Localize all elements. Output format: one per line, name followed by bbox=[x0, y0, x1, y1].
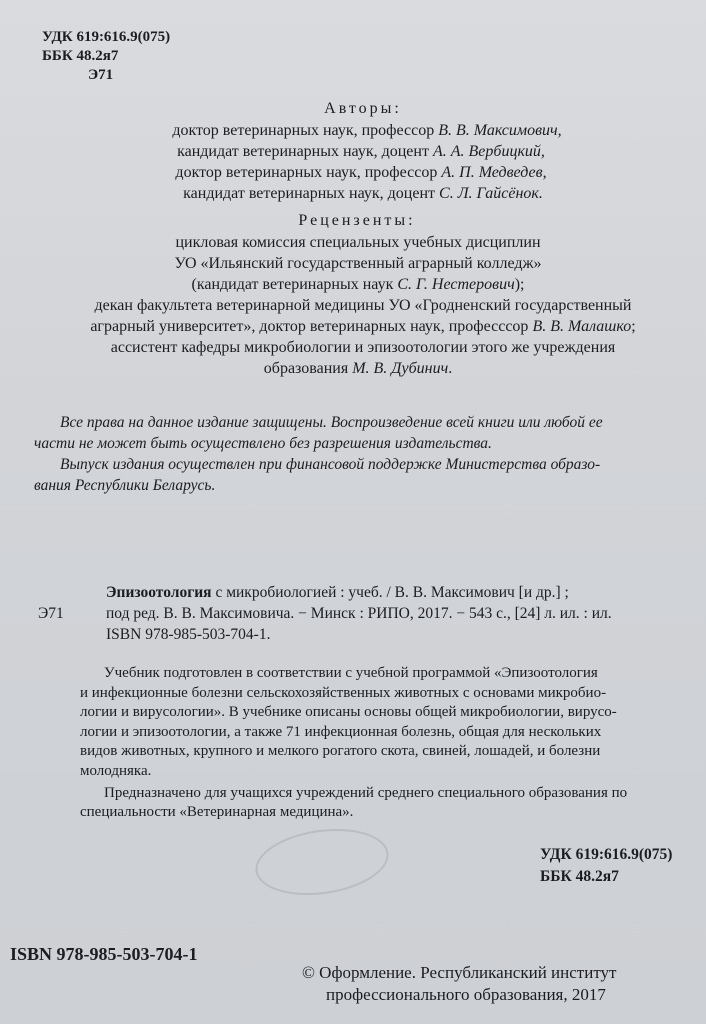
top-classification-codes bbox=[42, 28, 170, 85]
reviewer-line-1: цикловая комиссия специальных учебных дисциплин bbox=[175, 234, 541, 251]
udk-code: УДК 619:616.9(075) bbox=[42, 29, 171, 45]
bbk-code: ББК 48.2я7 bbox=[42, 48, 119, 64]
bibliography-line-3: ISBN 978-985-503-704-1. bbox=[106, 626, 271, 643]
bibliography-record bbox=[106, 582, 612, 645]
reviewer-line-4: декан факультета ветеринарной медицины УО «Гродненский государственный bbox=[94, 297, 632, 314]
authors-section bbox=[0, 98, 706, 204]
reviewer-line-5: аграрный университет», доктор ветеринарных наук, професссор В. В. Малашко; bbox=[90, 318, 636, 335]
bibliography-line-1: Эпизоотология с микробиологией : учеб. / В. В. Максимович [и др.] ; bbox=[106, 584, 569, 601]
rights-line-3: Выпуск издания осуществлен при финансовой поддержке Министерства образо- bbox=[60, 456, 601, 473]
annotation-p1-line-1: Учебник подготовлен в соответствии с учебной программой «Эпизоотология bbox=[104, 665, 598, 681]
author-line-1: доктор ветеринарных наук, профессор В. В. Максимович, bbox=[172, 122, 562, 139]
bibliography-code: Э71 bbox=[38, 605, 64, 622]
annotation-p1-line-5: видов животных, крупного и мелкого рогатого скота, свиней, лошадей, и болезни bbox=[80, 743, 601, 760]
reviewer-line-7: образования М. В. Дубинич. bbox=[263, 360, 453, 377]
annotation-p1-line-3: логии и вирусологии». В учебнике описаны основы общей микробиологии, вирусо- bbox=[80, 704, 617, 721]
rights-line-1: Все права на данное издание защищены. Воспроизведение всей книги или любой ее bbox=[60, 414, 603, 431]
isbn-footer: ISBN 978-985-503-704-1 bbox=[10, 944, 198, 964]
bottom-udk-code: УДК 619:616.9(075) bbox=[540, 846, 673, 863]
copyright-line-2: профессионального образования, 2017 bbox=[326, 985, 606, 1004]
author-mark: Э71 bbox=[88, 67, 114, 83]
annotation-p1-line-6: молодняка. bbox=[80, 762, 152, 779]
author-line-3: доктор ветеринарных наук, профессор А. П. Медведев, bbox=[175, 164, 547, 181]
annotation-p1-line-4: логии и эпизоотологии, а также 71 инфекционная болезнь, общая для нескольких bbox=[80, 723, 602, 740]
reviewers-section bbox=[0, 210, 706, 379]
copyright-line-1: © Оформление. Республиканский институт bbox=[302, 963, 617, 982]
reviewer-line-6: ассистент кафедры микробиологии и эпизоотологии этого же учреждения bbox=[110, 339, 616, 356]
reviewers-heading: Рецензенты: bbox=[298, 212, 416, 229]
annotation-p2-line-2: специальности «Ветеринарная медицина». bbox=[80, 804, 354, 821]
authors-heading: Авторы: bbox=[324, 100, 402, 117]
author-line-2: кандидат ветеринарных наук, доцент А. А. Вербицкий, bbox=[177, 143, 545, 160]
bottom-classification-codes bbox=[540, 844, 672, 888]
rights-notice bbox=[34, 412, 603, 496]
annotation-p2-line-1: Предназначено для учащихся учреждений среднего специального образования по bbox=[104, 784, 628, 801]
reviewer-line-2: УО «Ильянский государственный аграрный колледж» bbox=[174, 255, 542, 272]
rights-line-2: части не может быть осуществлено без разрешения издательства. bbox=[34, 435, 492, 452]
reviewer-line-3: (кандидат ветеринарных наук С. Г. Нестерович); bbox=[191, 276, 525, 293]
copyright-notice bbox=[302, 962, 616, 1006]
bottom-bbk-code: ББК 48.2я7 bbox=[540, 868, 619, 885]
bibliography-line-2: под ред. В. В. Максимовича. − Минск : РИПО, 2017. − 543 с., [24] л. ил. : ил. bbox=[106, 605, 612, 622]
rights-line-4: вания Республики Беларусь. bbox=[34, 477, 216, 494]
annotation-p1-line-2: и инфекционные болезни сельскохозяйственных животных с основами микробио- bbox=[80, 684, 607, 701]
faded-stamp bbox=[251, 821, 393, 903]
author-line-4: кандидат ветеринарных наук, доцент С. Л. Гайсёнок. bbox=[183, 185, 543, 202]
annotation bbox=[80, 664, 627, 823]
